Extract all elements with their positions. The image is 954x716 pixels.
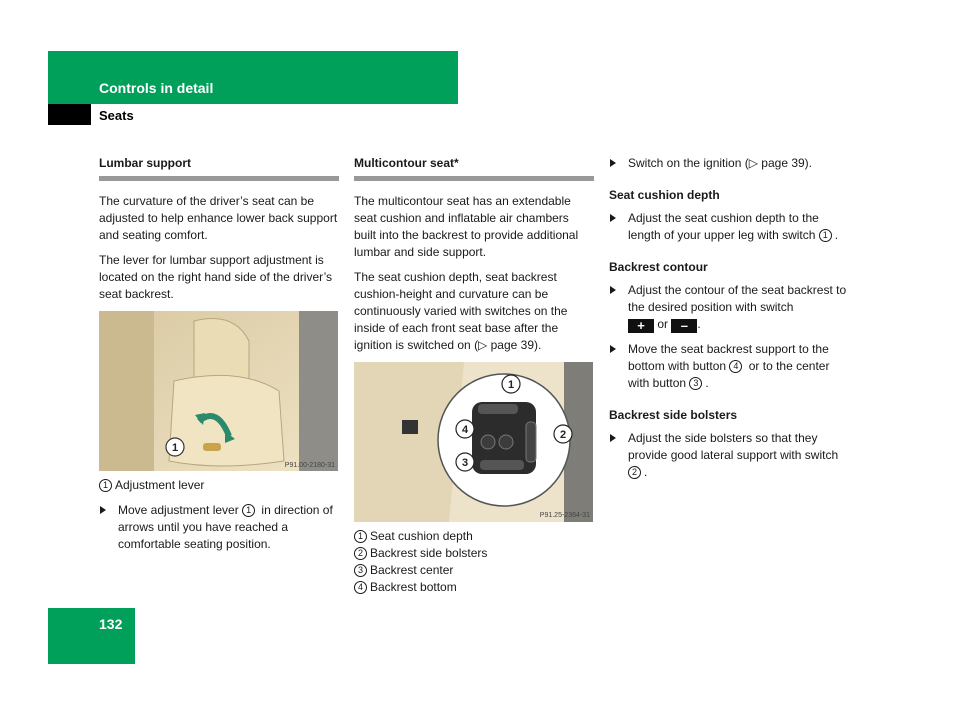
instruction-text: Adjust the contour of the seat backrest to the desired position with switch [628, 283, 847, 314]
legend-label: Backrest bottom [370, 580, 457, 594]
instruction-text: Switch on the ignition (▷ page 39). [628, 156, 813, 170]
minus-key-icon: – [671, 319, 697, 333]
header-bar [48, 51, 458, 104]
callout-text: 2 [559, 429, 567, 441]
bullet-triangle-icon [610, 214, 616, 222]
column-lumbar [99, 155, 339, 561]
multicontour-paragraph-2: The seat cushion depth, seat backrest cushion-height and curvature can be continuously varied with switches on the inside of each front seat base after the ignition is switched on (▷ page 39). [354, 270, 568, 352]
legend-label: Seat cushion depth [370, 529, 473, 543]
legend-label: Adjustment lever [115, 478, 205, 492]
ref-number: 1 [242, 504, 255, 517]
legend-item [354, 562, 594, 579]
legend-number: 3 [354, 564, 367, 577]
instruction-text-cont: or to the center with button [628, 359, 830, 390]
legend-item [354, 579, 594, 596]
legend-label: Backrest center [370, 563, 454, 577]
bullet-triangle-icon [100, 506, 106, 514]
seat-lever-photo [99, 311, 338, 471]
lumbar-heading: Lumbar support [99, 155, 339, 181]
bullet-triangle-icon [610, 345, 616, 353]
plus-key-icon: + [628, 319, 654, 333]
lumbar-image-code: P91.00-2180-31 [284, 462, 335, 469]
ignition-instruction [609, 155, 849, 172]
bolsters-instruction: Adjust the side bolsters so that they provide good lateral support with switch 2 . [609, 430, 849, 481]
seat-cushion-depth-heading: Seat cushion depth [609, 188, 720, 202]
page-number: 132 [99, 616, 123, 632]
legend-item [99, 477, 339, 494]
legend-item [354, 545, 594, 562]
instruction-text: Move the seat backrest support to the bottom with button [628, 342, 829, 373]
legend-label: Backrest side bolsters [370, 546, 488, 560]
multicontour-paragraph-1: The multicontour seat has an extendable seat cushion and inflatable air chambers built into the backrest to provide additional lumbar and side support. [354, 194, 579, 259]
legend-number: 2 [354, 547, 367, 560]
legend-item [354, 528, 594, 545]
multicontour-image-code: P91.25-2364-31 [539, 512, 590, 519]
ref-number: 2 [628, 466, 641, 479]
depth-instruction: Adjust the seat cushion depth to the length of your upper leg with switch 1 . [609, 210, 849, 244]
bullet-triangle-icon [610, 159, 616, 167]
side-bolsters-heading: Backrest side bolsters [609, 408, 738, 422]
column-instructions [609, 155, 849, 489]
multicontour-legend [354, 528, 594, 596]
instruction-text: Adjust the seat cushion depth to the length of your upper leg with switch [628, 211, 819, 242]
ref-number: 4 [729, 360, 742, 373]
lumbar-legend [99, 477, 339, 494]
instruction-text: Adjust the side bolsters so that they provide good lateral support with switch [628, 431, 839, 462]
callout-text: 4 [461, 424, 469, 436]
ref-number: 1 [819, 229, 832, 242]
subsection-marker [48, 104, 91, 125]
lumbar-instruction [99, 502, 339, 553]
instruction-text: Move adjustment lever [118, 503, 239, 517]
lumbar-paragraph-1: The curvature of the driver’s seat can be adjusted to help enhance lower back support and seating comfort. [99, 194, 338, 242]
column-multicontour [354, 155, 594, 596]
callout-1-lever-text: 1 [171, 442, 179, 454]
bullet-triangle-icon [610, 434, 616, 442]
contour-instruction: Adjust the contour of the seat backrest to the desired position with switch + or – . [609, 282, 849, 333]
instruction-text-cont: in direction of arrows until you have reached a comfortable seating position. [118, 503, 333, 551]
legend-number: 4 [354, 581, 367, 594]
multicontour-heading: Multicontour seat* [354, 155, 594, 181]
legend-number: 1 [99, 479, 112, 492]
or-text: or [657, 317, 669, 331]
multicontour-switch-photo [354, 362, 593, 522]
section-title: Controls in detail [99, 80, 214, 96]
legend-number: 1 [354, 530, 367, 543]
bullet-triangle-icon [610, 286, 616, 294]
lumbar-paragraph-2: The lever for lumbar support adjustment is located on the right hand side of the driver’s seat backrest. [99, 253, 333, 301]
callout-text: 1 [507, 379, 515, 391]
backrest-contour-heading: Backrest contour [609, 260, 708, 274]
subsection-title: Seats [99, 108, 134, 123]
move-instruction: Move the seat backrest support to the bottom with button 4 or to the center with button 3 . [609, 341, 849, 392]
ref-number: 3 [689, 377, 702, 390]
callout-text: 3 [461, 457, 469, 469]
